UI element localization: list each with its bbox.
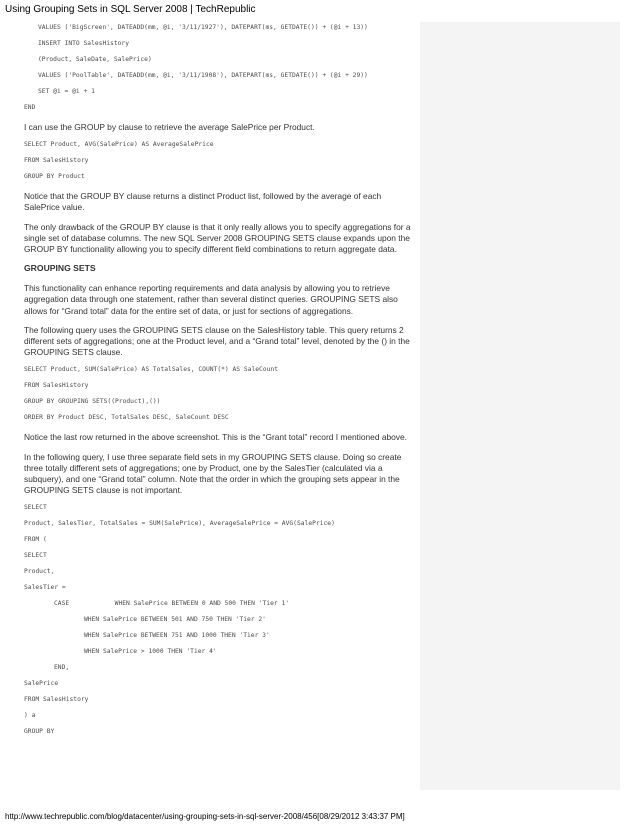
code-line: SELECT bbox=[24, 552, 47, 560]
code-line: SalesTier = bbox=[24, 584, 66, 592]
code-line: VALUES ('BigScreen', DATEADD(mm, @i, '3/11/1927'), DATEPART(ms, GETDATE()) + (@i + 13)) bbox=[38, 24, 368, 31]
paragraph: In the following query, I use three separate field sets in my GROUPING SETS clause. Doing so create three totally different sets of aggregations; one by Product, one by the SalesTier (calculated via a subquery), and one “Grand total” column. Note that the order in which the grouping sets appear in the GROUPING SETS clause is not important. bbox=[24, 451, 402, 496]
code-line: END bbox=[24, 104, 36, 111]
code-line: WHEN SalePrice > 1000 THEN 'Tier 4' bbox=[84, 648, 217, 656]
paragraph: The only drawback of the GROUP BY clause is that it only really allows you to specify aggregations for a single set of database columns. The new SQL Server 2008 GROUPING SETS clause expands upon the GROUP BY functionality allowing you to specify different field combinations to return aggregate data. bbox=[24, 221, 411, 255]
code-line: SELECT Product, AVG(SalePrice) AS AverageSalePrice bbox=[24, 141, 214, 149]
code-line: FROM SalesHistory bbox=[24, 382, 89, 390]
code-line: SELECT Product, SUM(SalePrice) AS TotalSales, COUNT(*) AS SaleCount bbox=[24, 366, 279, 374]
paragraph: This functionality can enhance reporting requirements and data analysis by allowing you to retrieve aggregation data through one statement, rather than several distinct queries. GROUPING SETS also allows for “Grand total” data for the entire set of data, or just for sections of aggregations. bbox=[24, 283, 398, 316]
code-line: ) a bbox=[24, 712, 36, 720]
code-line: Product, bbox=[24, 568, 55, 576]
code-line: GROUP BY GROUPING SETS((Product),()) bbox=[24, 398, 161, 406]
page-title: Using Grouping Sets in SQL Server 2008 | TechRepublic bbox=[5, 4, 256, 15]
code-line: WHEN SalePrice BETWEEN 751 AND 1000 THEN 'Tier 3' bbox=[84, 632, 270, 640]
code-line: INSERT INTO SalesHistory bbox=[38, 40, 129, 47]
code-line: SET @i = @i + 1 bbox=[38, 88, 95, 95]
section-heading: GROUPING SETS bbox=[24, 263, 96, 274]
code-line: FROM SalesHistory bbox=[24, 157, 89, 165]
code-line: SalePrice bbox=[24, 680, 59, 688]
code-line: Product, SalesTier, TotalSales = SUM(SalePrice), AverageSalePrice = AVG(SalePrice) bbox=[24, 520, 335, 528]
page-url-footer: http://www.techrepublic.com/blog/datacenter/using-grouping-sets-in-sql-server-2008/456[08/29/2012 3:43:37 PM] bbox=[5, 812, 405, 821]
code-line: GROUP BY Product bbox=[24, 173, 85, 181]
code-line: FROM SalesHistory bbox=[24, 696, 89, 704]
code-line: WHEN SalePrice BETWEEN 501 AND 750 THEN 'Tier 2' bbox=[84, 616, 266, 624]
code-line: ORDER BY Product DESC, TotalSales DESC, SaleCount DESC bbox=[24, 414, 229, 422]
article-body bbox=[24, 24, 414, 744]
code-line: (Product, SaleDate, SalePrice) bbox=[38, 56, 152, 63]
code-line: VALUES ('PoolTable', DATEADD(mm, @i, '3/11/1908'), DATEPART(ms, GETDATE()) + (@i + 29)) bbox=[38, 72, 368, 79]
side-panel bbox=[420, 22, 620, 790]
code-line: CASE WHEN SalePrice BETWEEN 0 AND 500 THEN 'Tier 1' bbox=[54, 600, 290, 608]
paragraph: The following query uses the GROUPING SETS clause on the SalesHistory table. This query returns 2 different sets of aggregations; one at the Product level, and a “Grand total” level, denoted by the () in the GROUPING SETS clause. bbox=[24, 324, 410, 358]
code-line: GROUP BY bbox=[24, 728, 55, 736]
code-line: END, bbox=[54, 664, 70, 672]
paragraph: Notice that the GROUP BY clause returns a distinct Product list, followed by the average of each SalePrice value. bbox=[24, 191, 382, 213]
paragraph: I can use the GROUP by clause to retrieve the average SalePrice per Product. bbox=[24, 122, 315, 132]
code-line: FROM ( bbox=[24, 536, 47, 544]
code-line: SELECT bbox=[24, 504, 47, 512]
paragraph: Notice the last row returned in the above screenshot. This is the “Grant total” record I mentioned above. bbox=[24, 432, 407, 443]
